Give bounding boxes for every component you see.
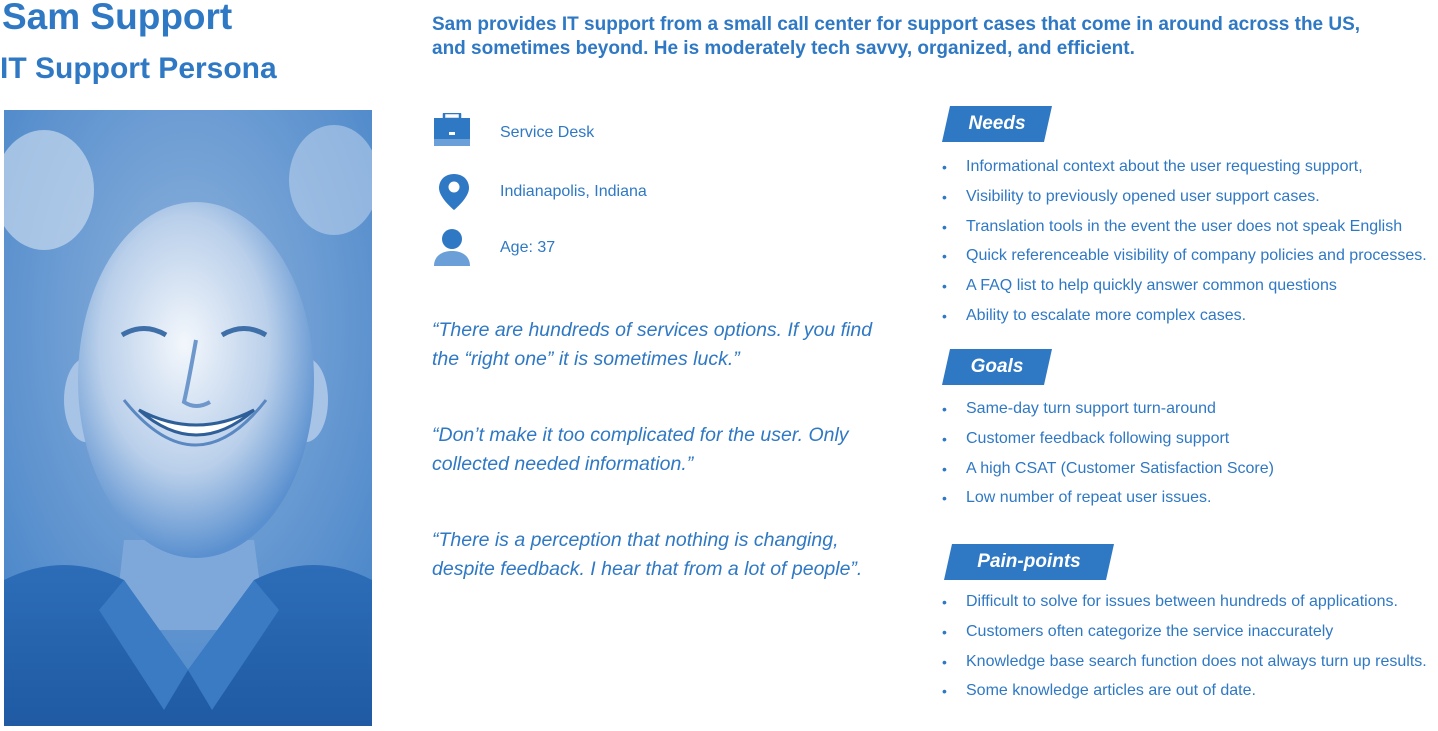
detail-age: Age: 37 [500, 239, 556, 256]
list-item: • Ability to escalate more complex cases. [940, 306, 1438, 336]
list-item: • Difficult to solve for issues between hundreds of applications. [940, 592, 1438, 622]
portrait-photo [4, 110, 372, 726]
quote-1: “There are hundreds of services options. If you find the “right one” it is sometimes luck.” [432, 319, 873, 370]
persona-role: IT Support Persona [0, 52, 277, 85]
detail-department: Service Desk [500, 124, 595, 141]
list-item: • Knowledge base search function does not always turn up results. [940, 652, 1438, 682]
briefcase-icon [432, 113, 472, 153]
painpoints-heading: Pain-points [944, 544, 1114, 580]
quote-3: “There is a perception that nothing is changing, despite feedback. I hear that from a lot of people”. [432, 529, 863, 580]
persona-intro: Sam provides IT support from a small call center for support cases that come in around across the US, and sometimes beyond. He is moderately tech savvy, organized, and efficient. [432, 14, 1361, 59]
location-pin-icon [432, 172, 472, 212]
person-icon [432, 228, 472, 268]
persona-name: Sam Support [2, 0, 233, 37]
list-item: • Customer feedback following support [940, 429, 1438, 459]
list-item: • A FAQ list to help quickly answer common questions [940, 276, 1438, 306]
list-item: • Some knowledge articles are out of date. [940, 681, 1438, 711]
list-item: • Same-day turn support turn-around [940, 399, 1438, 429]
detail-location: Indianapolis, Indiana [500, 183, 647, 200]
needs-list [940, 157, 1438, 336]
list-item: • Customers often categorize the service inaccurately [940, 622, 1438, 652]
goals-heading: Goals [942, 349, 1052, 385]
quote-2: “Don’t make it too complicated for the user. Only collected needed information.” [432, 424, 849, 475]
goals-list [940, 399, 1438, 518]
list-item: • Informational context about the user requesting support, [940, 157, 1438, 187]
needs-heading: Needs [942, 106, 1052, 142]
list-item: • Translation tools in the event the user does not speak English [940, 217, 1438, 247]
painpoints-list [940, 592, 1438, 711]
list-item: • Visibility to previously opened user support cases. [940, 187, 1438, 217]
list-item: • Quick referenceable visibility of company policies and processes. [940, 246, 1438, 276]
list-item: • A high CSAT (Customer Satisfaction Score) [940, 459, 1438, 489]
list-item: • Low number of repeat user issues. [940, 488, 1438, 518]
